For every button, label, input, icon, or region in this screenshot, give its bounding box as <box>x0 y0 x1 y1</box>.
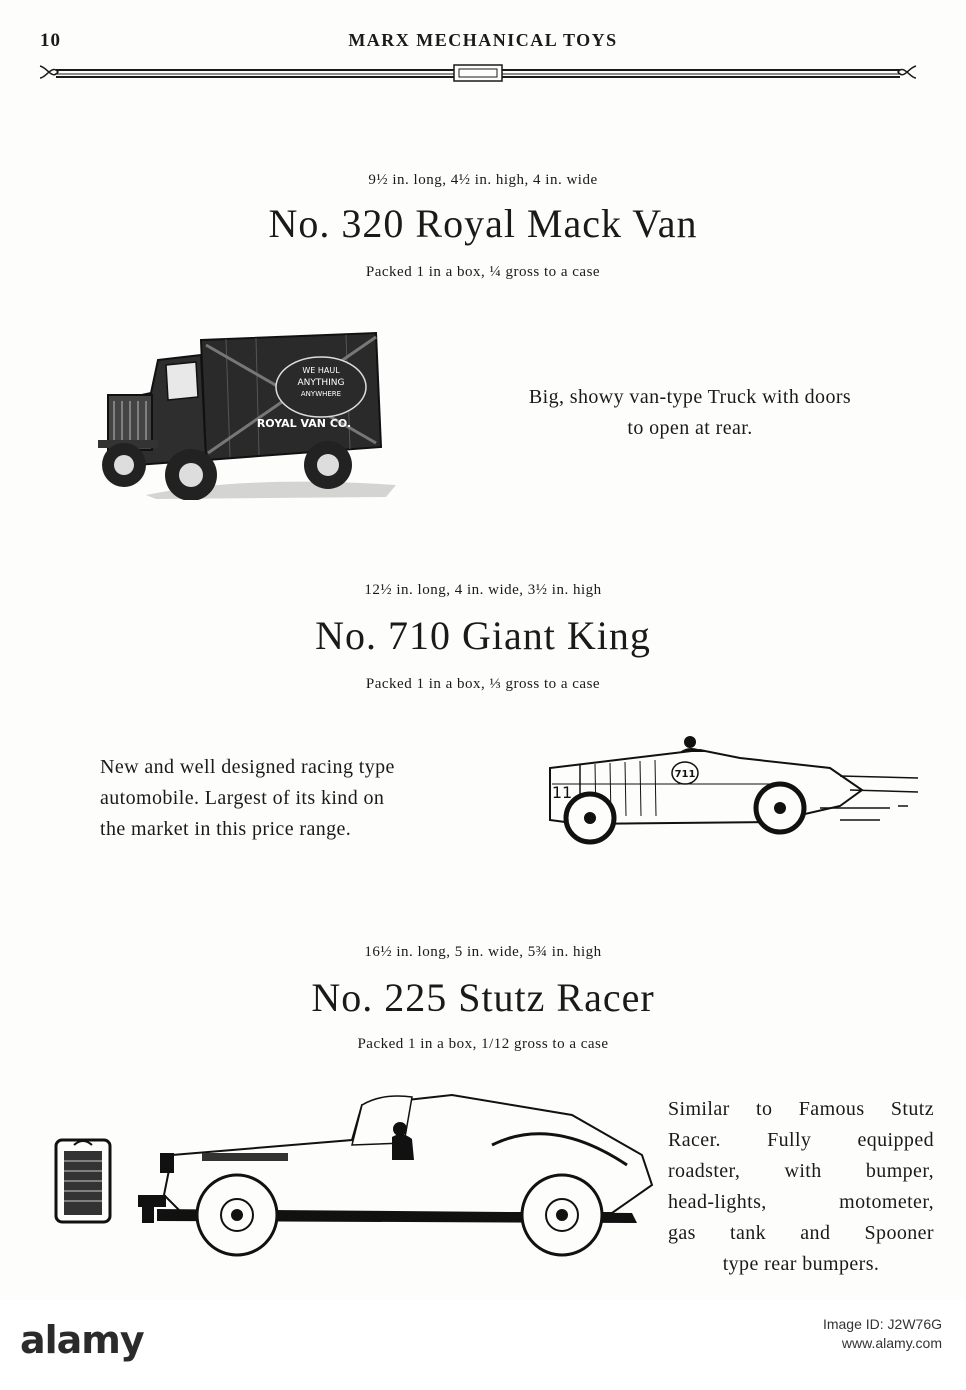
grille-number: 11 <box>551 783 573 802</box>
item-3-title: No. 225 Stutz Racer <box>311 975 655 1020</box>
item-2-dimensions: 12½ in. long, 4 in. wide, 3½ in. high <box>364 582 602 598</box>
item-2-packing: Packed 1 in a box, ⅓ gross to a case <box>365 676 601 692</box>
race-number: 711 <box>674 769 696 780</box>
item-1-description-line: Big, showy van-type Truck with doors <box>528 386 852 408</box>
page-number: 10 <box>40 30 61 51</box>
giant-king-illustration <box>540 728 920 848</box>
item-2-title: No. 710 Giant King <box>315 613 651 658</box>
running-title: MARX MECHANICAL TOYS <box>348 30 618 50</box>
item-1-packing: Packed 1 in a box, ¼ gross to a case <box>365 264 601 280</box>
item-3-description-line: roadster, with bumper, <box>668 1160 934 1182</box>
stutz-racer-illustration <box>52 1085 660 1265</box>
alamy-logo: alamy <box>20 1318 144 1362</box>
item-3-packing: Packed 1 in a box, 1/12 gross to a case <box>357 1036 609 1052</box>
item-3-dimensions: 16½ in. long, 5 in. wide, 5¾ in. high <box>364 944 602 960</box>
item-3-description-line: Similar to Famous Stutz <box>668 1098 934 1120</box>
item-2-description-line: New and well designed racing type <box>100 756 395 778</box>
ornamental-rule <box>38 60 918 86</box>
item-2-description <box>100 752 500 845</box>
van-slogan-2: ANYTHING <box>297 378 345 388</box>
item-1-dimensions: 9½ in. long, 4½ in. high, 4 in. wide <box>368 172 598 188</box>
royal-mack-van-illustration <box>96 325 396 500</box>
van-slogan-3: ANYWHERE <box>300 390 342 398</box>
image-id-label: Image ID: J2W76G <box>822 1316 942 1332</box>
item-1-title: No. 320 Royal Mack Van <box>268 201 698 246</box>
item-1-description-line: to open at rear. <box>627 417 753 439</box>
item-2-description-line: the market in this price range. <box>100 818 352 840</box>
stock-watermark-footer <box>0 1300 966 1390</box>
item-1-description <box>440 382 940 444</box>
item-3-description <box>668 1094 934 1280</box>
van-company-name: ROYAL VAN CO. <box>256 417 352 430</box>
alamy-url: www.alamy.com <box>841 1335 942 1351</box>
van-slogan-1: WE HAUL <box>302 366 340 375</box>
item-3-description-line: head-lights, motometer, <box>668 1191 934 1213</box>
image-id-block <box>823 1316 942 1351</box>
item-3-description-line: type rear bumpers. <box>722 1253 880 1275</box>
item-3-description-line: gas tank and Spooner <box>668 1222 934 1244</box>
item-2-description-line: automobile. Largest of its kind on <box>100 787 385 809</box>
item-3-description-line: Racer. Fully equipped <box>668 1129 934 1151</box>
